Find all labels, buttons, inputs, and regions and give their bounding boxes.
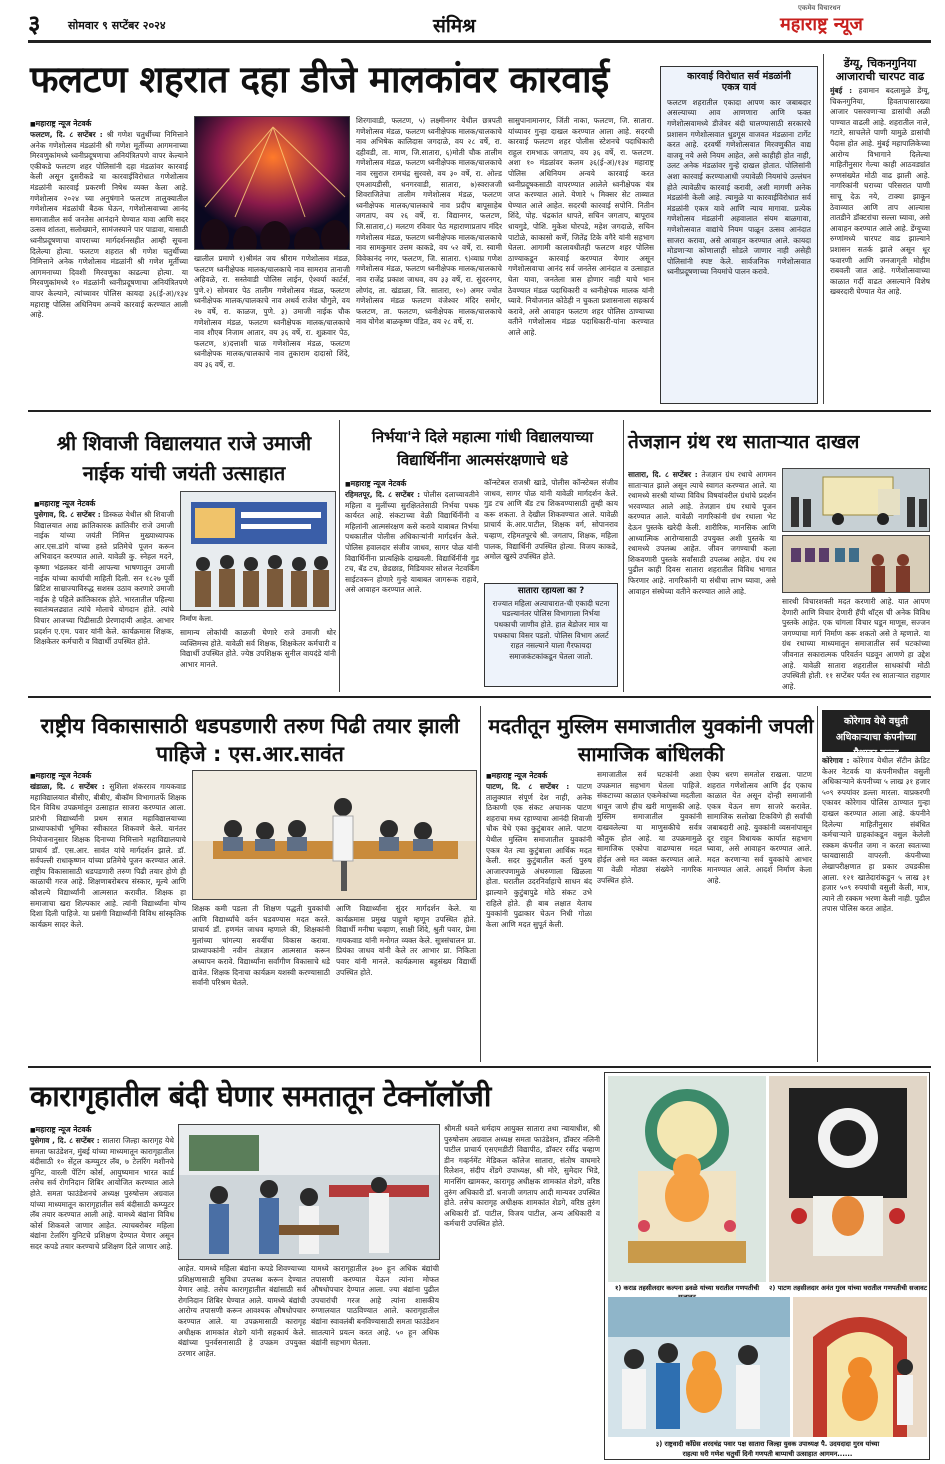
byline: ■ महाराष्ट्र न्यूज नेटवर्क	[30, 118, 188, 130]
lead-text-col3: शिरगावाडी, फलटण, ५) लक्ष्मीनगर येथील छत्रपती गणेशोत्सव मंडळ, फलटण ध्वनीक्षेपक मालक/चालकाचे नाव अभिषेक कालिदास जगदाळे, वय २८ वर्षे, रा. दहीवडी, ता. माण, जि.सातारा, ६)मोती चौक तालीम गणेशोत्सव मंडळ, फलटण ध्वनीक्षेपक मालक/चालकाचे नाव रसुराज रामचंद्र सुरवसे, वय ३० वर्षे, रा. ओल्ड एमआयडीसी, धनगरवाडी, सातारा, ७)स्वराजजी शिवराजितेचा तालीम गणेशोत्सव मंडळ, फलटण ध्वनीक्षेपक मालक/चालकाचे नाव प्रदीप बापूसाहेब जगताप, वय २६ वर्षे, रा. विद्यानगर, फलटण, जि.सातारा,८) मलटण रविवार पेठ महाराणाप्रताप मंदिर गणेशोत्सव मंडळ, फलटण ध्वनीक्षेपक मालक/चालकाचे नाव सामकुमार उत्तम काकडे, वय ५२ वर्षे, रा. स्वामी विवेकानंद नगर, फलटण, जि. सातारा. ९)व्याघ्र गणेश गणेशोत्सव मंडळ, फलटण ध्वनीक्षेपक मालक/चालकाचे नाव राजेंद्र प्रकाश जाधव, वय ३३ वर्षे, रा. सुंदरनगर, लोणंद, ता. खंडाळा, जि. सातारा, १०) अमर ज्योत गणेशोत्सव मंडळ फलटण वंजेश्वर मंदिर समोर, फलटण, ता. फलटण, ध्वनीक्षेपक मालक/चालकाचे नाव योगेश बाळकृष्ण पंडित, वय २८ वर्षे, रा.	[356, 116, 502, 327]
muslim-text: पाटण, दि. ८ सप्टेंबर : पाटण तालुक्यात संपूर्ण देश नाही, अनेक ठिकाणी एक संकट अचानक पाटण शहराचा मध्य रहाण्याचा आनंदी शिवाजी चौक येथे एका कुटुंबावर आले. पाटण येथील मुस्लिम समाजातील युवकांनी एकत्र येत त्या कुटुंबाला आर्थिक मदत केली. सदर कुटुंबातील कर्ता पुरुष आजारपणामुळे अंथरुणाला खिळला होता. घरातील उदरनिर्वाहाचे साधन बंद झाल्याने कुटुंबापुढे मोठे संकट उभे राहिले होते. ही बाब लक्षात येताच युवकांनी पुढाकार घेऊन निधी गोळा केला आणि मदत सुपूर्त केली.	[486, 782, 592, 929]
national-text: खंडाळा, दि. ८ सप्टेंबर : सुशिला शंकरराव गायकवाड महाविद्यालयात बीसीए, बीबीए, बीकॉम विभागातर्फे शिक्षक दिन विविध उपक्रमांतून उत्साहात साजरा करण्यात आला. प्रारंभी विद्यार्थ्यांनी प्रथम सत्रात महाविद्यालयाच्या प्राध्यापकांची भूमिका स्वीकारत शिकवणे केले. यानंतर नियोजनानुसार शिक्षक दिनाच्या निमित्ताने महाविद्यालयाचे प्राचार्य डॉ. एस.आर. सावंत यांचे मार्गदर्शन झाले. डॉ. सर्वपल्ली राधाकृष्णन यांच्या प्रतिमेचे पूजन करण्यात आले. राष्ट्रीय विकासासाठी धडपडणारी तरुण पिढी तयार होणे ही काळाची गरज आहे. शिक्षणाबरोबरच संस्कार, मूल्ये आणि कौशल्ये विद्यार्थ्यांनी आत्मसात करावीत. शिक्षक हा समाजाचा खरा शिल्पकार आहे. त्यांनी विद्यार्थ्यांना योग्य दिशा दिली पाहिजे. या प्रसंगी विद्यार्थ्यांनी विविध सांस्कृतिक कार्यक्रम सादर केले.	[30, 782, 186, 929]
lead-text-col1: फलटण, दि. ८ सप्टेंबर : श्री गणेश चतुर्थीच्या निमित्ताने अनेक गणेशोत्सव मंडळांनी श्री गणेश मूर्तीच्या आगमनाच्या मिरवणुकांमध्ये ध्वनीप्रदूषणाचा अनियंत्रितपणे वापर केल्याने एकीकडे फलटण शहर पोलिसांनी दहा मंडळांवर कारवाई केली असून दुसरीकडे या कारवाईविरोधात गणेशोत्सव मंडळांनी कारवाई प्रकरणी निषेध व्यक्त केला आहे. गणेशोत्सव २०२४ च्या अनुषंगाने फलटण तालुक्यातील गणेशोत्सव मंडळांची बैठक घेऊन, गणेशोत्सवाच्या आनंद समाजातील सर्व जनतेस आनंदाने घेण्यात यावा आणि सदर उत्सव शांतता, सलोख्याने, सामंजस्याने पार पाडावा, यासाठी ध्वनीप्रदूषणाचा वापराच्या मार्गदर्शनसहीत आम्ही सूचना दिलेल्या होत्या. फलटण शहरात श्री गणेश चतुर्थीच्या निमित्ताने अनेक गणेशोत्सव मंडळांनी श्री गणेश मूर्तीच्या आगमनाच्या दिवशी मिरवणुका काढल्या होत्या. या मिरवणुकांमध्ये १० मंडळांनी ध्वनीप्रदूषणाचा अनियंत्रितपणे वापर केल्याने, त्यांच्यावर पोलिस कायदा ३६(ई-अ)/१३४ महाराष्ट्र पोलिस अधिनियम अन्वये कारवाई करण्यात आली आहे.	[30, 130, 188, 320]
muslim-headline: मदतीतून मुस्लिम समाजातील युवकांनी जपली सामाजिक बांधिलकी	[488, 714, 814, 766]
tejdnyan-text2: सारथी विचारशक्ती मदत करणारी आहे. यात आपण देणारी आणि विचार देणारी हॅपी थॉट्स ची अनेक विविध पुस्तके आहेत. एक चांगला विचार घडून माणूस, सज्जन जगण्याचा मार्ग निर्माण करू शकतो असे ते म्हणाले. या ग्रंथ रथाच्या माध्यमातून समाजातील सर्व घटकांच्या जीवनात सकारात्मक परिवर्तन घडवून आणणे हा उद्देश आहे. यावेळी सातारा शहरातील साधकांची मोठी उपस्थिती होती. ११ सप्टेंबर पर्यंत रथ साताऱ्यात राहणार आहे.	[782, 597, 930, 690]
nirbhaya-text2: कॉन्स्टेबल राजश्री खाडे, पोलीस कॉन्स्टेबल संजीव जाधव, सागर पोळ यांनी यावेळी मार्गदर्शन केले. गुड टच आणि बॅड टच शिकवण्यासाठी तुम्ही काय करू शकता. ते देखील शिकवण्यात आले. यावेळी प्राचार्य के.आर.पाटील, शिक्षक वर्ग, सोपानराव चव्हाण, रहिमतपूरचे श्री. जगताप, शिक्षक, महिला पालक, विद्यार्थिनी उपस्थित होत्या. विजय काकडे, अमोल खुस्पे उपस्थित होते.	[484, 478, 618, 562]
tejdnyan-text: सातारा, दि. ८ सप्टेंबर : तेजज्ञान ग्रंथ रथाचे आगमन साताऱ्यात झाले असून त्याचे स्वागत करण्यात आले. या रथामध्ये सरश्री यांच्या विविध विषयांवरील ग्रंथांचे प्रदर्शन भरवण्यात आले आहे. तेजज्ञान ग्रंथ रथाचे पूजन करण्यात आले. यावेळी नागरिकांनी ग्रंथ रथाला भेट देऊन पुस्तके खरेदी केली. शारीरिक, मानसिक आणि आध्यात्मिक आरोग्यासाठी उपयुक्त अशी पुस्तके या रथामध्ये उपलब्ध आहेत. जीवन जगण्याची कला शिकवणारी पुस्तके सर्वांसाठी उपलब्ध आहेत. ग्रंथ रथ पुढील काही दिवस सातारा शहरातील विविध भागात फिरणार आहे. नागरिकांनी या संधीचा लाभ घ्यावा, असे आवाहन संस्थेच्या वतीने करण्यात आले आहे.	[628, 470, 776, 596]
section-title: संमिश्र	[433, 15, 476, 37]
sidebox-text: फलटण शहरातील एकादा आपण कार जबाबदार असल्याच्या आव आणणारा आणि फक्त गणेशोत्सवामध्ये डीजेवर बंदी घालण्यासाठी सरकारचे प्रशासन गणेशोत्सवात धुडगूस वाजवत मंडळाना टार्गेट करत आहे. दरवर्षी गणेशोत्सवात मिरवणुकीत वाद्य वाजवू नये असे नियम आहेत, असे काहीही होत नाही, उलट अनेक मंडळांवर गुन्हे दाखल होतात. पोलिसांनी अशा कारवाई करण्याआधी ज्यावेळी नियमांचे उल्लंघन होते त्यावेळीच कारवाई करावी, अशी मागणी अनेक मंडळांनी केली आहे. त्यामुळे या कारवाईविरोधात सर्व मंडळांनी एकत्र यावे आणि न्याय मागावा. प्रत्येक गणेशोत्सव मंडळांनी अहवालात संयम बाळगावा, गणेशोत्सवात वाद्यांचे नियम पाळून उत्सव आनंदात साजरा करावा, असे आवाहन करण्यात आले. कायदा मोडणाऱ्या कोणालाही सोडले जाणार नाही असेही पोलिसांनी स्पष्ट केले. सार्वजनिक गणेशोत्सवात ध्वनीप्रदूषणाच्या नियमांचे पालन करावे.	[667, 97, 811, 277]
paper-logo: महाराष्ट्र न्यूज	[780, 14, 863, 35]
ganpati-photo-block	[604, 1072, 930, 1460]
nirbhaya-box-text: राज्यात महिला अत्याचारात-ची एकादी घटना घडल्यानंतर पोलिस विभागाला निर्भया पथकाची जाणीव होते. हात बेडोजर मात्र या पथकाचा विसर पडतो. पोलिस विभाग अलर्ट राहत नसल्याने याला गैरफायदा समाजकंटकांकडून घेतला जातो.	[492, 598, 610, 661]
national-text3: आणि विद्यार्थ्यांना सुंदर मार्गदर्शन केले. या कार्यक्रमास प्रमुख पाहुणे म्हणून उपस्थित होते. विद्यार्थी मनीषा चव्हाण, साक्षी शिंदे, श्रुती पवार, प्रेमा गायकवाड यांनी मनोगत व्यक्त केले. सूत्रसंचालन प्रा. प्रियंका जाधव यांनी केले तर आभार प्रा. निकिता पवार यांनी मानले. कार्यक्रमास बहुसंख्य विद्यार्थी उपस्थित होते.	[336, 904, 476, 977]
concert-photo	[194, 116, 350, 250]
lead-text-col2: खालील प्रमाणे १)श्रीमंत जय श्रीराम गणेशोत्सव मंडळ, फलटण ध्वनीक्षेपक मालक/चालकाचे नाव सामराव तानाजी अहिवळे, रा. सस्तेवाडी पोलिस लाईन, ऐश्वर्या कार्टर्स, पुणे.२) सोमवार पेठ तालीम गणेशोत्सव मंडळ, फलटण ध्वनीक्षेपक मालक/चालकाचे नाव अथर्व राजेश चौगुले, वय २७ वर्षे, रा. काळज, पुणे. ३) उमाजी नाईक चौक गणेशोत्सव मंडळ, फलटण ध्वनीक्षेपक मालक/चालकाचे नाव शौएब निजाम आतार, वय ३६ वर्षे, रा. शुक्रवार पेठ, फलटण, ४)दत्ताशी चाळ गणेशोत्सव मंडळ, फलटण ध्वनीक्षेपक मालक/चालकाचे नाव तुकाराम दादासो शिंदे, वय ३६ वर्षे, रा.	[194, 254, 350, 369]
muslim-text3: ऐक्य धरण समतोल राखला. पाटण शहरात गणेशोत्सव आणि ईद एकाच काळात येत असून दोन्ही समाजांनी एकत्र येऊन सण साजरे करावेत. सामाजिक सलोखा टिकविणे ही सर्वांची जबाबदारी आहे. युवकांनी व्यसनांपासून दूर राहून विधायक कार्यात सहभाग घ्यावा, असे आवाहन करण्यात आले. मदत करणाऱ्या सर्व युवकांचे आभार मानण्यात आले. आदर्श निर्माण केला आहे.	[707, 770, 812, 885]
muslim-text2: समाजातील सर्व घटकांनी अशा उपक्रमात सहभाग घेतला पाहिजे. संकटाच्या काळात एकमेकांच्या मदतीला धावून जाणे हीच खरी माणुसकी आहे. मुस्लिम समाजातील युवकांनी दाखवलेल्या या माणुसकीचे सर्वत्र कौतुक होत आहे. या उपक्रमामुळे सामाजिक एकोपा वाढण्यास मदत होईल असे मत व्यक्त करण्यात आले. या वेळी मोठ्या संख्येने नागरिक उपस्थित होते.	[597, 770, 702, 885]
shivaji-caption: निर्माण केला.	[180, 615, 214, 623]
shivaji-text: पुसेगाव, दि. ८ सप्टेंबर : डिस्कळ येथील श्री शिवाजी विद्यालयात आद्य क्रांतिकारक क्रांतिवीर राजे उमाजी नाईक यांच्या जयंती निमित्त मुख्याध्यापक आर.एस.डांगे यांच्या हस्ते प्रतिमेचे पूजन करून अभिवादन करण्यात आले. यावेळी कु. स्नेहल मदने, कृष्णा भंडलकर यांनी आपल्या भाषणातून उमाजी नाईक यांच्या कार्याची माहिती दिली. सन १८२७ पूर्वी ब्रिटिश साम्राज्याविरुद्ध सशस्त्र उठाव करणारे उमाजी नाईक हे पहिले क्रांतिकारक होते. भारतातील पहिल्या स्वातंत्र्यलढ्यात त्यांचे मोलाचे योगदान होते. त्यांचे विचार आजच्या पिढीसाठी प्रेरणादायी आहेत. आभार प्रदर्शन ए.एम. पवार यांनी केले. कार्यक्रमास शिक्षक, शिक्षकेतर कर्मचारी व विद्यार्थी उपस्थित होते.	[34, 510, 174, 647]
tejdnyan-headline: तेजज्ञान ग्रंथ रथ साताऱ्यात दाखल	[628, 431, 860, 453]
ganpati-photo-2	[769, 1076, 927, 1282]
dengue-headline: डेंग्यू, चिकनगुनिया आजाराची चारपट वाढ	[835, 57, 925, 83]
ganpati-caption-2: २) पाटण तहसीलदार अनंत गुरव यांच्या घरातील गणपतीची सजावट	[769, 1284, 927, 1292]
book-chariot-photo	[782, 468, 930, 532]
college-event-photo	[192, 770, 477, 900]
shivaji-headline: श्री शिवाजी विद्यालयात राजे उमाजी नाईक यांची जयंती उत्साहात	[56, 431, 312, 485]
masthead	[28, 4, 928, 40]
nirbhaya-box-title: सातारा रहायला का ?	[517, 586, 585, 596]
lead-text-col4: सासुपानामानगर, जिंती नाका, फलटण, जि. सातारा. यांच्यावर गुन्हा दाखल करण्यात आला आहे. सदरची कारवाई फलटण शहर पोलीस स्टेशनचे पदाधिकारी राहुल रामभाऊ जगताप, वय ३६ वर्षे, रा. फलटण. अशा १० मंडळांवर कलम ३६(ई-अ)/१३४ महाराष्ट्र पोलिस अधिनियम अन्वये कारवाई करत ध्वनीप्रदूषकसाठी वापरण्यात आलेले ध्वनीक्षेपक यंत्र जप्त करण्यात आले. येणारे ५ मिक्सर सेट ताब्यात घेण्यात आले आहेत. सदरची कारवाई सपोनि. नितीन शिंदे, पोह. चंद्रकांत धापते, सचिन जगताप, बापूराव धायगुडे, पोशि. मुकेश घोरपडे, महेश जगदाळे, सचिन पाटोळे, काकासो कर्णे, जितेंद्र टिके वगैरे यांनी सहभाग घेतला. आगामी कालावधीतही फलटण शहर पोलिस ठाण्याकडून कारवाई करण्यात येणार असून गणेशोत्सवाचा आनंद सर्व जनतेस आनंदात व उत्साहात घेता यावा, जनतेला त्रास होणार नाही याचे भान ठेवण्यात मंडळ पदाधिकारी व ध्वनीक्षेपक मालक यांनी घ्यावे. नियोजनात कोठेही न चुकता प्रशासनाला सहकार्य करावे, असे आवाहन फलटण शहर पोलिस ठाण्याच्या वतीने गणेशोत्सव मंडळ पदाधिकारी-यांना करण्यात आले आहे.	[508, 116, 654, 337]
sidebox-subtitle: एकत्र यावं	[721, 81, 757, 93]
nirbhaya-headline: निर्भया'ने दिले महात्मा गांधी विद्यालयाच्या विद्यार्थिनींना आत्मसंरक्षणाचे धडे	[371, 428, 594, 469]
ganpati-photo-1	[608, 1076, 766, 1282]
ganpati-photo-3	[608, 1297, 790, 1437]
koregaon-banner	[822, 710, 930, 759]
national-headline: राष्ट्रीय विकासासाठी धडपडणारी तरुण पिढी तयार झाली पाहिजे : एस.आर.सावंत	[40, 714, 460, 766]
nirbhaya-text: रहिमतपूर, दि. ८ सप्टेंबर : पोलीस दलाच्यावतीने महिला व मुलींच्या सुरक्षिततेसाठी निर्भया पथक कार्यरत आहे. संकटाच्या वेळी विद्यार्थिनींनी व महिलांनी आत्मसंरक्षण कसे करावे याबाबत निर्भया पथकातील पोलीस अधिकाऱ्यांनी मार्गदर्शन केले. पोलिस हवालदार संजीव जाधव, सागर पोळ यांनी विद्यार्थिनींना प्रात्यक्षिके दाखवली. विद्यार्थिनींनी गुड टच, बॅड टच, छेडछाड, मिडियावर सोशल नेटवर्किंग साईटवरून होणारे गुन्हे याबाबत जागरूक राहावे, असे आवाहन करण्यात आले.	[345, 490, 479, 595]
ganpati-caption-4: राहत्या घरी गणेश चतुर्थी दिनी गणपती बाप्पाची उत्साहात आगमन......	[682, 1450, 853, 1458]
national-text2: शिक्षक कमी पडला ती शिक्षण पद्धती युवकांची आणि विद्यार्थ्यांचे वर्तन घडवण्यास मदत करते. प्राचार्य डॉ. हणमंत जाधव म्हणाले की, शिक्षकांनी मुलांच्या चांगल्या सवयींचा विकास करावा. प्राध्यापकांनी नवीन तंत्रज्ञान आत्मसात करून अध्यापन करावे. विद्यार्थ्यांना सर्वांगीण विकासाचे धडे द्यावेत. शिक्षक दिनाचा कार्यक्रम यशस्वी करण्यासाठी सर्वांनी परिश्रम घेतले.	[192, 904, 330, 988]
prison-text: पुसेगाव , दि. ८ सप्टेंबर : सातारा जिल्हा कारागृह येथे समता फाउंडेशन, मुंबई यांच्या माध्यमातून कारागृहातील बंदीसाठी १० सेंट्रल कम्प्युटर लॅब, ७ टेलरिंग मशीनचे युनिट, वारली पेंटिंग कोर्स, आयुष्यमान भारत कार्ड तसेच सर्व रोगनिदान शिबिर आयोजित करण्यात आले होते. समता फाउंडेशनचे अध्यक्ष पुरुषोत्तम अग्रवाल यांच्या माध्यमातून कारागृहातील सर्व बंदीसाठी कम्प्युटर लॅब तयार करण्यात आली आहे. यामध्ये बंद्यांना विविध कोर्स शिकवले जाणार आहेत. त्याचबरोबर महिला बंद्यांना टेलरिंग युनिटचे प्रशिक्षण देण्यात येणार असून सदर कपडे तयार करण्याचे प्रशिक्षण दिले जाणार आहे.	[30, 1136, 174, 1251]
ganpati-caption-1: १) कराड तहसीलदार कल्पना ढवळे यांच्या घरातील गणपतीची	[608, 1283, 766, 1301]
issue-date: सोमवार ९ सप्टेंबर २०२४	[68, 19, 166, 32]
shivaji-text2: सामान्य लोकांची काळजी घेणारे राजे उमाजी थोर व्यक्तिमत्त्व होते. यावेळी सर्व शिक्षक, शिक्षकेतर कर्मचारी व विद्यार्थी उपस्थित होते. ज्येष्ठ उपशिक्षक सुनील वायदंडे यांनी आभार मानले.	[180, 628, 336, 669]
lead-headline: फलटण शहरात दहा डीजे मालकांवर कारवाई	[30, 58, 609, 101]
prison-text4: श्रीमती धवले धर्मदाय आयुक्त सातारा तथा न्यायाधीश, श्री पुरुषोत्तम अग्रवाल अध्यक्ष समता फाउंडेशन, डॉक्टर नलिनी पाटील प्राचार्य एसएमडीटी विद्यापीठ, डॉक्टर रवींद्र चव्हाण डीन गव्हर्नमेंट मेडिकल कॉलेज सातारा, संतोष वाघमारे रिलेशन, संदीप शेंडगे उपाध्यक्ष, श्री मोरे, सुमेदार भिडे, मानसिंग खामकर, कारागृह अधीक्षक शामकांत शेडगे, वरिष्ठ तुरुंग अधिकारी डॉ. धनाजी जगताप आदी मान्यवर उपस्थित होते. तसेच कारागृह अधीक्षक शामकांत शेडगे, वरिष्ठ तुरुंग अधिकारी डॉ. पाटील, विजय पाटील, अन्य अधिकारी व कर्मचारी उपस्थित होते.	[444, 1124, 600, 1229]
sidebox	[660, 66, 818, 404]
sidebox-title: कारवाई विरोधात सर्व मंडळांनी	[687, 71, 791, 82]
prison-text3: यामध्ये कारागृहातील ३७० हून अधिक बंद्यांची तपासणी करण्यात येऊन त्यांना मोफत औषधोपचार देण्यात आला. ज्या बंद्यांना पुढील उपचारांची गरज आहे त्यांना शासकीय रुग्णालयात पाठविण्यात आले. कारागृहातील बंद्यांना स्वावलंबी बनविण्यासाठी समता फाउंडेशन सातत्याने प्रयत्न करत आहे. ५० हून अधिक बंद्यांनी सहभाग घेतला.	[311, 1264, 439, 1348]
koregaon-text: कोरेगाव : कोरेगाव येथील सॅटीन क्रेडिट केअर नेटवर्क या कंपनीमधील वसुली अधिकाऱ्याने कंपनीच्या ५ लाख ३१ हजार ५०९ रुपयांवर डल्ला मारला. याप्रकरणी एकावर कोरेगाव पोलिस ठाण्यात गुन्हा दाखल करण्यात आला आहे. कंपनीने दिलेल्या माहितीनुसार संबंधित कर्मचाऱ्याने ग्राहकांकडून वसुल केलेली रक्कम कंपनीत जमा न करता स्वतःच्या फायद्यासाठी वापरली. कंपनीच्या लेखापरीक्षणात हा प्रकार उघडकीस आला. १२१ खातेदारांकडून ५ लाख ३१ हजार ५०९ रुपयांची वसुली केली, मात्र, त्याने ती रक्कम भरणा केली नाही. पुढील तपास पोलिस करत आहेत.	[822, 756, 930, 914]
prison-camp-photo	[178, 1124, 440, 1260]
ganpati-photo-4	[793, 1297, 927, 1437]
ganpati-caption-3: ३) राष्ट्रवादी काँग्रेस शरदचंद्र पवार पक्ष सातारा जिल्हा युवक उपाध्यक्ष पै. उदयदादा गुरव यांच्या	[655, 1440, 880, 1448]
koregaon-headline: कोरेगाव येथे वधुती अधिकाऱ्याचा कंपनीच्या पैशावर डल्ला	[835, 716, 917, 759]
dengue-text: मुंबई : हवामान बदलामुळे डेंग्यू, चिकनगुनिया, हिवतापासारख्या आजार पसरवणाऱ्या डासांची अळी पाण्यात वाढली आहे. शहरातील नाले, गटारे, साचलेले पाणी यामुळे डासांची पैदास होत आहे. मुंबई महापालिकेच्या आरोग्य विभागाने दिलेल्या माहितीनुसार गेल्या काही आठवड्यांत रुग्णसंख्येत मोठी वाढ झाली आहे. नागरिकांनी घराच्या परिसरात पाणी साचू देऊ नये, टाक्या झाकून ठेवाव्यात आणि ताप आल्यास तातडीने डॉक्टरांचा सल्ला घ्यावा, असे आवाहन करण्यात आले आहे. डेंग्यूच्या रुग्णांमध्ये चारपट वाढ झाल्याने प्रशासन सतर्क झाले असून धूर फवारणी आणि जनजागृती मोहीम राबवली जात आहे. गणेशोत्सवाच्या काळात गर्दी वाढत असल्याने विशेष खबरदारी घेण्यात येत आहे.	[830, 86, 930, 297]
page-number: ३	[28, 9, 41, 38]
paper-tagline: एकमेव विचारधन	[798, 4, 841, 12]
prison-text2: आहेत. यामध्ये महिला बंद्यांना कपडे शिवण्याच्या प्रशिक्षणासाठी सुविधा उपलब्ध करून देण्यात येणार आहे. तसेच कारागृहातील बंद्यांसाठी सर्व रोगनिदान शिबिर घेण्यात आले. यामध्ये बंद्यांची आरोग्य तपासणी करून आवश्यक औषधोपचार करण्यात आले. या उपक्रमासाठी कारागृह अधीक्षक शामकांत शेडगे यांनी सहकार्य केले. बंद्यांच्या पुनर्वसनासाठी हे उपक्रम उपयुक्त ठरणार आहेत.	[178, 1264, 306, 1358]
nirbhaya-box	[484, 583, 618, 687]
school-photo	[180, 491, 336, 611]
prison-headline: कारागृहातील बंदी घेणार समतातून टेक्नॉलॉजी	[30, 1079, 491, 1113]
book-display-photo	[782, 535, 930, 593]
